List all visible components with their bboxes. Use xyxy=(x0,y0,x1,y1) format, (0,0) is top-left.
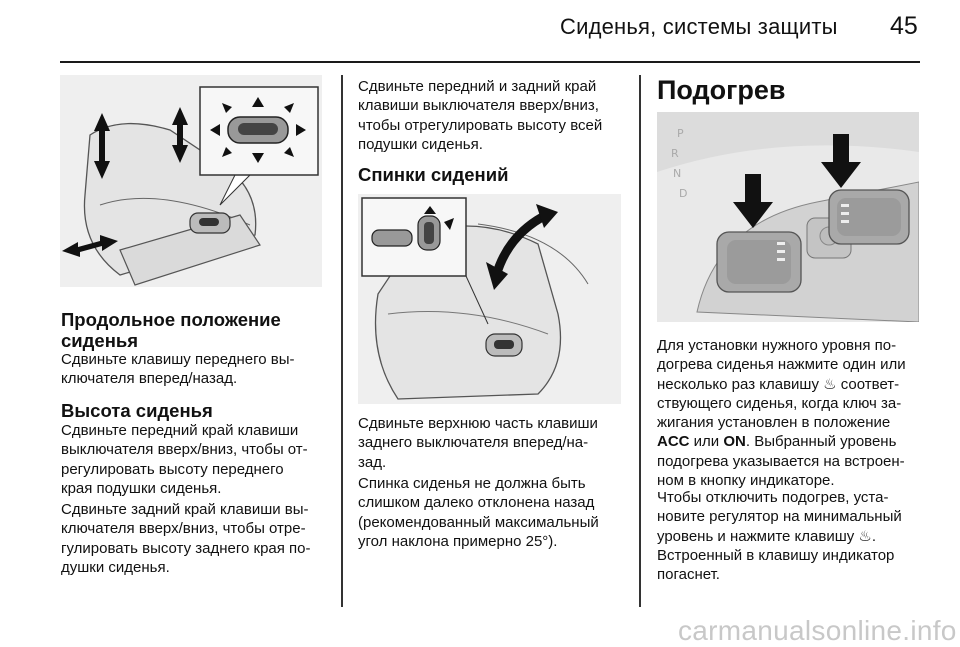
acc-position: ACC xyxy=(657,433,690,451)
text-seat-position: Сдвиньте клавишу переднего вы- ключателя вперед/назад. xyxy=(61,351,295,388)
text-heating-part: ствующего сиденья, когда ключ за- жигания установлен в положение xyxy=(657,394,902,432)
seat-heating-icon: ♨ xyxy=(858,526,872,545)
svg-text:P: P xyxy=(677,127,684,140)
text-heating-instructions-1 xyxy=(657,336,906,490)
text-seat-height-rear: Сдвиньте задний край клавиши вы- ключателя вверх/вниз, чтобы отре- гулировать высоту заднего края по- душки сиденья. xyxy=(61,501,311,576)
on-position: ON xyxy=(723,433,746,451)
svg-text:D: D xyxy=(679,187,688,200)
seat-heating-illustration xyxy=(657,112,919,322)
text-heating-part: соответ- xyxy=(836,375,900,393)
heading-seat-height: Высота сиденья xyxy=(61,400,213,421)
heading-seat-position: Продольное положение сиденья xyxy=(61,309,281,351)
text-heating-part: . xyxy=(871,527,877,545)
svg-text:R: R xyxy=(671,147,679,160)
column-divider xyxy=(341,75,343,607)
seat-heating-icon: ♨ xyxy=(823,374,837,393)
text-backrest-adjust: Сдвиньте верхнюю часть клавиши заднего выключателя вперед/на- зад. xyxy=(358,415,598,471)
text-cushion-height: Сдвиньте передний и задний край клавиши выключателя вверх/вниз, чтобы отрегулировать высоту всей подушки сиденья. xyxy=(358,78,603,153)
text-heating-part: . Выбранный уровень xyxy=(745,433,897,451)
page-number: 45 xyxy=(890,12,918,40)
heading-seat-heating: Подогрев xyxy=(657,75,786,105)
svg-text:N: N xyxy=(673,167,682,180)
header-divider xyxy=(60,61,920,63)
seat-adjust-illustration xyxy=(60,75,322,287)
text-heating-part: подогрева указывается на встроен- ном в кнопку индикаторе. xyxy=(657,452,905,490)
text-heating-part: Чтобы отключить подогрев, уста- новите регулятор на минимальный уровень и нажмите клавишу xyxy=(657,489,902,545)
text-heating-part: Для установки нужного уровня по- догрева сиденья нажмите один или несколько раз клавишу xyxy=(657,337,906,393)
backrest-illustration xyxy=(358,194,621,404)
text-heating-part: Встроенный в клавишу индикатор погаснет. xyxy=(657,546,895,584)
text-heating-part: или xyxy=(689,433,724,451)
page-header-title: Сиденья, системы защиты xyxy=(560,14,838,39)
text-backrest-angle: Спинка сиденья не должна быть слишком далеко отклонена назад (рекомендованный максимальный угол наклона примерно 25°). xyxy=(358,475,599,550)
heading-backrest: Спинки сидений xyxy=(358,164,509,185)
text-seat-height-front: Сдвиньте передний край клавиши выключателя вверх/вниз, чтобы от- регулировать высоту переднего края подушки сиденья. xyxy=(61,422,308,497)
column-divider xyxy=(639,75,641,607)
footer-watermark: carmanualsonline.info xyxy=(678,615,957,646)
text-heating-instructions-2 xyxy=(657,488,902,584)
